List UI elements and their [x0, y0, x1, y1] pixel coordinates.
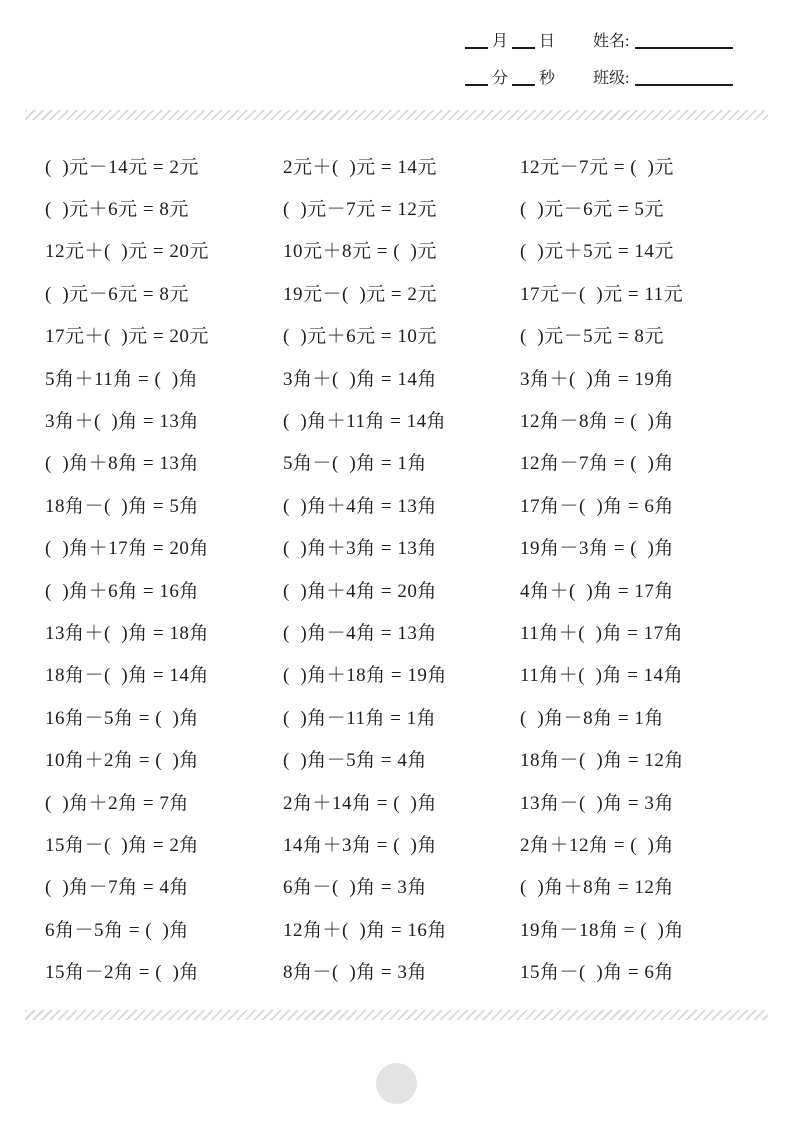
- problem-cell: 11角＋( )角 = 14角: [520, 665, 684, 687]
- problem-cell: 4角＋( )角 = 17角: [520, 580, 674, 602]
- footer-circle-decoration: [376, 1063, 417, 1104]
- problem-cell: 3角＋( )角 = 19角: [520, 368, 674, 390]
- problem-cell: ( )角＋2角 = 7角: [45, 792, 189, 814]
- problem-cell: 10角＋2角 = ( )角: [45, 750, 199, 772]
- problem-cell: 15角－( )角 = 6角: [520, 962, 674, 984]
- problem-cell: 14角＋3角 = ( )角: [283, 834, 437, 856]
- problem-cell: ( )元＋5元 = 14元: [520, 241, 674, 263]
- header-line-time: [461, 70, 737, 88]
- problem-cell: ( )角－11角 = 1角: [283, 707, 437, 729]
- top-hatched-divider: [25, 110, 768, 120]
- minute-blank-line: [465, 82, 488, 86]
- problem-cell: 16角－5角 = ( )角: [45, 707, 199, 729]
- problem-cell: ( )角＋11角 = 14角: [283, 411, 447, 433]
- problem-cell: 12元－7元 = ( )元: [520, 156, 674, 178]
- problem-cell: 3角＋( )角 = 13角: [45, 411, 199, 433]
- problem-cell: ( )元－7元 = 12元: [283, 199, 437, 221]
- problem-cell: ( )角－4角 = 13角: [283, 622, 437, 644]
- problem-cell: ( )元－5元 = 8元: [520, 326, 664, 348]
- problem-cell: 13角－( )角 = 3角: [520, 792, 674, 814]
- second-label: 秒: [539, 70, 556, 87]
- problem-cell: ( )元＋6元 = 8元: [45, 199, 189, 221]
- problem-cell: ( )元－14元 = 2元: [45, 156, 199, 178]
- problem-cell: 3角＋( )角 = 14角: [283, 368, 437, 390]
- problem-cell: 6角－( )角 = 3角: [283, 877, 427, 899]
- problem-cell: ( )角＋8角 = 12角: [520, 877, 674, 899]
- problem-cell: 19角－18角 = ( )角: [520, 919, 684, 941]
- second-blank-line: [512, 82, 535, 86]
- header-line-date: [461, 33, 737, 51]
- problem-cell: ( )角＋4角 = 20角: [283, 580, 437, 602]
- problem-cell: 2元＋( )元 = 14元: [283, 156, 437, 178]
- problem-cell: 17元－( )元 = 11元: [520, 283, 684, 305]
- month-label: 月: [492, 33, 509, 50]
- problem-cell: ( )角－8角 = 1角: [520, 707, 664, 729]
- problem-cell: 15角－( )角 = 2角: [45, 834, 199, 856]
- problem-cell: 18角－( )角 = 5角: [45, 495, 199, 517]
- day-blank-line: [512, 45, 535, 49]
- problem-cell: ( )元－6元 = 8元: [45, 283, 189, 305]
- name-blank-line: [635, 45, 733, 49]
- problem-cell: 17角－( )角 = 6角: [520, 495, 674, 517]
- day-label: 日: [539, 33, 556, 50]
- problem-cell: 18角－( )角 = 12角: [520, 750, 684, 772]
- problem-cell: 10元＋8元 = ( )元: [283, 241, 437, 263]
- problem-cell: 5角－( )角 = 1角: [283, 453, 427, 475]
- class-blank-line: [635, 82, 733, 86]
- month-blank-line: [465, 45, 488, 49]
- problem-cell: 19元－( )元 = 2元: [283, 283, 437, 305]
- problem-cell: 17元＋( )元 = 20元: [45, 326, 209, 348]
- problem-cell: ( )角＋18角 = 19角: [283, 665, 447, 687]
- problems-grid: [45, 144, 773, 992]
- problem-cell: ( )角＋3角 = 13角: [283, 538, 437, 560]
- problem-cell: 2角＋14角 = ( )角: [283, 792, 437, 814]
- problem-cell: ( )角－5角 = 4角: [283, 750, 427, 772]
- problem-cell: ( )元－6元 = 5元: [520, 199, 664, 221]
- problem-cell: ( )角＋6角 = 16角: [45, 580, 199, 602]
- problem-cell: ( )元＋6元 = 10元: [283, 326, 437, 348]
- problem-cell: 18角－( )角 = 14角: [45, 665, 209, 687]
- problem-cell: 2角＋12角 = ( )角: [520, 834, 674, 856]
- problem-cell: 12角－7角 = ( )角: [520, 453, 674, 475]
- name-label: 姓名:: [593, 33, 630, 50]
- problem-cell: ( )角＋17角 = 20角: [45, 538, 209, 560]
- problem-cell: 12角＋( )角 = 16角: [283, 919, 447, 941]
- class-label: 班级:: [593, 70, 630, 87]
- problem-cell: 6角－5角 = ( )角: [45, 919, 189, 941]
- problem-cell: ( )角＋4角 = 13角: [283, 495, 437, 517]
- problem-cell: 12元＋( )元 = 20元: [45, 241, 209, 263]
- problem-cell: 13角＋( )角 = 18角: [45, 622, 209, 644]
- problem-cell: 11角＋( )角 = 17角: [520, 622, 684, 644]
- minute-label: 分: [492, 70, 509, 87]
- problem-cell: 15角－2角 = ( )角: [45, 962, 199, 984]
- problem-cell: 8角－( )角 = 3角: [283, 962, 427, 984]
- header-fillin: [461, 33, 737, 107]
- problem-cell: ( )角＋8角 = 13角: [45, 453, 199, 475]
- problem-cell: ( )角－7角 = 4角: [45, 877, 189, 899]
- problem-cell: 5角＋11角 = ( )角: [45, 368, 199, 390]
- bottom-hatched-divider: [25, 1010, 768, 1020]
- problem-cell: 12角－8角 = ( )角: [520, 411, 674, 433]
- problem-cell: 19角－3角 = ( )角: [520, 538, 674, 560]
